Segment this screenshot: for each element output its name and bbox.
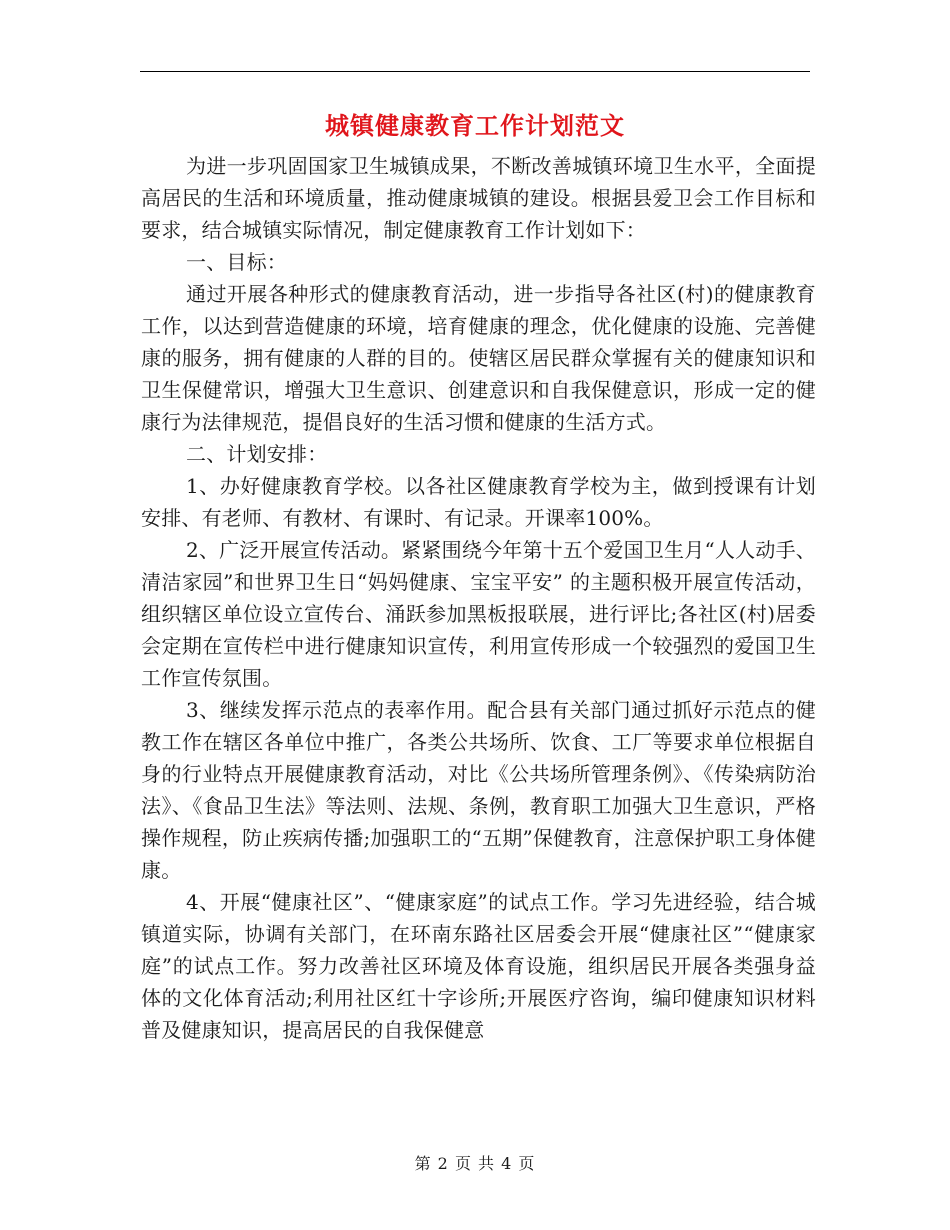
- header-rule: [140, 71, 810, 72]
- plan-item-2: 2、广泛开展宣传活动。紧紧围绕今年第十五个爱国卫生月“人人动手、清洁家园”和世界卫生日“妈妈健康、宝宝平安” 的主题积极开展宣传活动，组织辖区单位设立宣传台、涌跃参加黑板报联展，进行评比;各社区(村)居委会定期在宣传栏中进行健康知识宣传，利用宣传形成一个较强烈的爱国卫生工作宣传氛围。: [141, 538, 816, 690]
- document-body: [141, 150, 816, 1046]
- plan-item-1: 1、办好健康教育学校。以各社区健康教育学校为主，做到授课有计划安排、有老师、有教材、有课时、有记录。开课率100%。: [141, 474, 816, 530]
- goals-paragraph: 通过开展各种形式的健康教育活动，进一步指导各社区(村)的健康教育工作，以达到营造健康的环境，培育健康的理念，优化健康的设施、完善健康的服务，拥有健康的人群的目的。使辖区居民群众掌握有关的健康知识和卫生保健常识，增强大卫生意识、创建意识和自我保健意识，形成一定的健康行为法律规范，提倡良好的生活习惯和健康的生活方式。: [141, 282, 816, 434]
- plan-item-3: 3、继续发挥示范点的表率作用。配合县有关部门通过抓好示范点的健教工作在辖区各单位中推广，各类公共场所、饮食、工厂等要求单位根据自身的行业特点开展健康教育活动，对比《公共场所管理条例》、《传染病防治法》、《食品卫生法》等法则、法规、条例，教育职工加强大卫生意识，严格操作规程，防止疾病传播;加强职工的“五期”保健教育，注意保护职工身体健康。: [141, 698, 816, 882]
- plan-item-4: 4、开展“健康社区”、“健康家庭”的试点工作。学习先进经验，结合城镇道实际，协调有关部门，在环南东路社区居委会开展“健康社区”“健康家庭”的试点工作。努力改善社区环境及体育设施，组织居民开展各类强身益体的文化体育活动;利用社区红十字诊所;开展医疗咨询，编印健康知识材料普及健康知识，提高居民的自我保健意: [141, 890, 816, 1042]
- section-heading-goals: 一、目标：: [186, 250, 287, 274]
- page-number-footer: 第 2 页 共 4 页: [414, 1154, 536, 1173]
- intro-paragraph: 为进一步巩固国家卫生城镇成果，不断改善城镇环境卫生水平，全面提高居民的生活和环境质量，推动健康城镇的建设。根据县爱卫会工作目标和要求，结合城镇实际情况，制定健康教育工作计划如下：: [141, 154, 816, 242]
- document-title: 城镇健康教育工作计划范文: [325, 111, 625, 140]
- section-heading-plan: 二、计划安排：: [186, 442, 328, 466]
